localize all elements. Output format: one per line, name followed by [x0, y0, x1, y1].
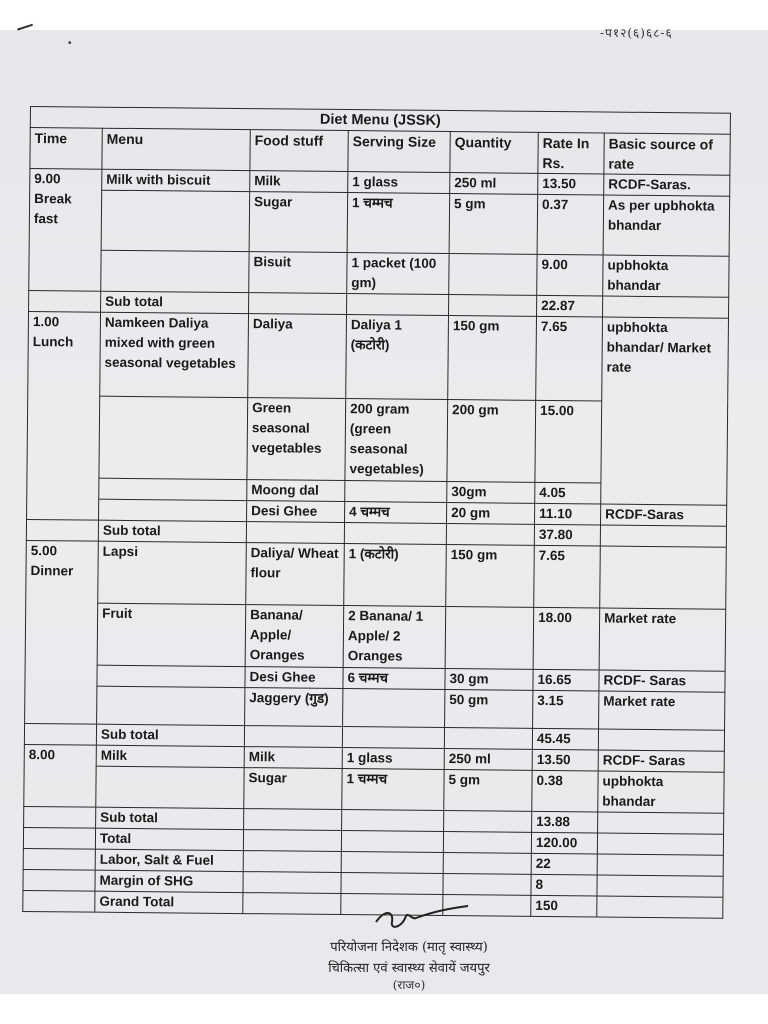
cell-menu: Sub total: [101, 291, 249, 313]
cell-source: upbhokta bhandar: [603, 255, 729, 297]
summary-blank: [341, 873, 443, 895]
header-food-stuff: Food stuff: [250, 130, 348, 172]
cell-food: Jaggery (गुड): [245, 688, 343, 727]
summary-label: Total: [95, 828, 243, 850]
cell-quantity: 200 gm: [447, 400, 536, 483]
cell-rate: 16.65: [533, 669, 599, 691]
cell-quantity: 250 ml: [444, 749, 532, 771]
table-row: [25, 602, 726, 671]
summary-label: Labor, Salt & Fuel: [95, 849, 243, 871]
diet-menu-table: [22, 106, 731, 919]
summary-label: Grand Total: [95, 891, 243, 913]
cell-serving: 1 (कटोरी): [344, 544, 447, 607]
cell-menu: [97, 665, 245, 687]
cell-food: Milk: [250, 171, 348, 193]
cell-menu: [99, 396, 248, 479]
summary-blank: [597, 833, 723, 855]
cell-source: Market rate: [599, 691, 725, 730]
cell-serving: 1 glass: [342, 748, 444, 770]
cell-menu: Milk with biscuit: [102, 169, 250, 191]
cell-source: As per upbhokta bhandar: [603, 195, 730, 256]
cell-serving: [343, 689, 445, 728]
table-row: [24, 765, 724, 813]
summary-label: Margin of SHG: [95, 870, 243, 892]
cell-quantity: 250 ml: [450, 173, 538, 195]
summary-blank: [342, 810, 444, 832]
cell-serving: 1 चम्मच: [342, 769, 444, 811]
cell-serving: [344, 523, 446, 545]
cell-serving: 1 चम्मच: [347, 193, 450, 254]
table-row: [29, 249, 729, 297]
cell-rate: 18.00: [533, 607, 600, 670]
summary-blank: [597, 854, 723, 876]
cell-quantity: 30 gm: [445, 669, 533, 691]
summary-blank: [443, 874, 531, 896]
header-quantity: Quantity: [450, 132, 538, 174]
cell-rate: 0.37: [537, 194, 604, 255]
table-row: [25, 685, 725, 730]
cell-rate: 15.00: [535, 400, 602, 483]
cell-serving: 2 Banana/ 1 Apple/ 2 Oranges: [343, 606, 446, 669]
cell-time: 9.00 Break fast: [29, 169, 102, 292]
cell-food: Desi Ghee: [245, 667, 343, 689]
cell-source: upbhokta bhandar: [598, 771, 724, 813]
summary-blank: [341, 831, 443, 853]
cell-serving: 6 चम्मच: [343, 668, 445, 690]
summary-value: 22: [531, 853, 597, 875]
cell-menu: [99, 499, 247, 521]
header-serving-size: Serving Size: [348, 131, 450, 173]
summary-value: 8: [531, 874, 597, 896]
cell-rate: 13.50: [532, 749, 598, 771]
summary-spacer: [23, 827, 95, 849]
header-time: Time: [30, 128, 102, 170]
cell-rate: 0.38: [532, 770, 598, 812]
cell-serving: 1 packet (100 gm): [347, 253, 449, 295]
cell-serving: 1 glass: [348, 172, 450, 194]
cell-source: [603, 296, 729, 318]
cell-quantity: [444, 728, 532, 750]
cell-time: [29, 290, 101, 312]
cell-source: [600, 525, 726, 547]
cell-time: 1.00 Lunch: [27, 311, 101, 520]
summary-blank: [598, 812, 724, 834]
cell-source: [600, 546, 727, 609]
cell-quantity: 150 gm: [446, 545, 535, 608]
cell-quantity: 20 gm: [447, 503, 535, 525]
table-title: Diet Menu (JSSK): [30, 107, 730, 135]
cell-menu: Sub total: [98, 520, 246, 542]
summary-blank: [444, 811, 532, 833]
cell-quantity: [446, 524, 534, 546]
cell-food: [246, 522, 344, 544]
cell-quantity: [449, 295, 537, 317]
cell-food: Daliya: [248, 314, 347, 399]
cell-serving: [345, 481, 447, 503]
cell-rate: 11.10: [535, 503, 601, 525]
cell-serving: [347, 294, 449, 316]
cell-serving: 200 gram (green seasonal vegetables): [345, 399, 448, 482]
cell-food: [244, 726, 342, 748]
cell-quantity: 150 gm: [448, 316, 537, 401]
cell-menu: Sub total: [96, 724, 244, 746]
cell-source: RCDF- Saras: [598, 750, 724, 772]
header-row: [30, 128, 730, 176]
header-rate: Rate In Rs.: [538, 132, 604, 174]
cell-food: Sugar: [244, 768, 342, 810]
cell-menu: Lapsi: [98, 541, 247, 604]
cell-source: RCDF-Saras.: [604, 174, 730, 196]
cell-menu: Fruit: [97, 603, 246, 666]
cell-rate: 7.65: [534, 545, 601, 608]
cell-food: Moong dal: [247, 480, 345, 502]
cell-source: RCDF-Saras: [601, 504, 727, 526]
cell-serving: [342, 727, 444, 749]
cell-rate: 45.45: [532, 728, 598, 750]
table-row: [26, 540, 727, 609]
cell-rate: 3.15: [533, 690, 599, 729]
cell-time: 5.00 Dinner: [25, 540, 99, 724]
cell-quantity: 5 gm: [444, 770, 532, 812]
cell-rate: 13.50: [538, 173, 604, 195]
table-row: [28, 311, 729, 402]
summary-value: 13.88: [532, 811, 598, 833]
cell-menu: [99, 478, 247, 500]
cell-quantity: [449, 254, 537, 296]
cell-food: Sugar: [249, 192, 348, 253]
cell-source: Market rate: [599, 608, 726, 671]
cell-serving: 4 चम्मच: [345, 502, 447, 524]
summary-spacer: [24, 806, 96, 828]
reference-number: -प१२(६)६८-६: [600, 26, 673, 40]
summary-blank: [597, 875, 723, 897]
officer-department: चिकित्सा एवं स्वास्थ्य सेवायें जयपुर: [328, 961, 490, 976]
cell-menu: Milk: [96, 745, 244, 767]
header-menu: Menu: [102, 128, 250, 170]
signature-icon: [372, 902, 472, 932]
summary-value: 150: [531, 895, 597, 917]
cell-food: Milk: [244, 747, 342, 769]
summary-blank: [443, 832, 531, 854]
table-row: [29, 190, 730, 257]
cell-menu: [96, 766, 244, 808]
cell-rate: 4.05: [535, 482, 601, 504]
cell-rate: 9.00: [537, 254, 603, 296]
summary-blank: [341, 852, 443, 874]
cell-rate: 22.87: [537, 295, 603, 317]
cell-quantity: [445, 607, 534, 670]
cell-menu: [97, 686, 245, 725]
cell-time: [24, 723, 96, 745]
cell-serving: Daliya 1 (कटोरी): [346, 315, 449, 400]
summary-spacer: [23, 848, 95, 870]
cell-food: Bisuit: [249, 252, 347, 294]
cell-menu: [101, 250, 249, 292]
cell-food: [249, 293, 347, 315]
cell-quantity: 5 gm: [449, 194, 538, 255]
cell-quantity: 30gm: [447, 482, 535, 504]
summary-blank: [243, 872, 341, 894]
summary-value: 120.00: [531, 832, 597, 854]
cell-source: [598, 729, 724, 751]
header-source: Basic source of rate: [604, 133, 730, 175]
cell-food: Desi Ghee: [247, 501, 345, 523]
cell-food: Green seasonal vegetables: [247, 398, 346, 481]
officer-designation: परियोजना निदेशक (मातृ स्वास्थ्य): [330, 940, 488, 955]
cell-menu: [101, 190, 250, 251]
summary-spacer: [23, 890, 95, 912]
cell-source: upbhokta bhandar/ Market rate: [601, 317, 729, 505]
cell-time: 8.00: [24, 744, 97, 807]
officer-state: (राज०): [392, 978, 426, 992]
cell-source: RCDF- Saras: [599, 670, 725, 692]
summary-blank: [244, 809, 342, 831]
cell-time: [26, 519, 98, 541]
summary-blank: [597, 896, 723, 918]
summary-blank: [243, 893, 341, 915]
pen-dot: •: [68, 38, 72, 49]
summary-blank: [243, 851, 341, 873]
cell-rate: 7.65: [536, 316, 603, 401]
summary-label: Sub total: [96, 807, 244, 829]
cell-menu: Namkeen Daliya mixed with green seasonal vegetables: [100, 312, 249, 397]
summary-spacer: [23, 869, 95, 891]
summary-blank: [243, 830, 341, 852]
summary-blank: [443, 853, 531, 875]
cell-quantity: 50 gm: [445, 690, 533, 729]
cell-rate: 37.80: [534, 524, 600, 546]
cell-food: Daliya/ Wheat flour: [246, 543, 345, 606]
cell-food: Banana/ Apple/ Oranges: [245, 605, 344, 668]
